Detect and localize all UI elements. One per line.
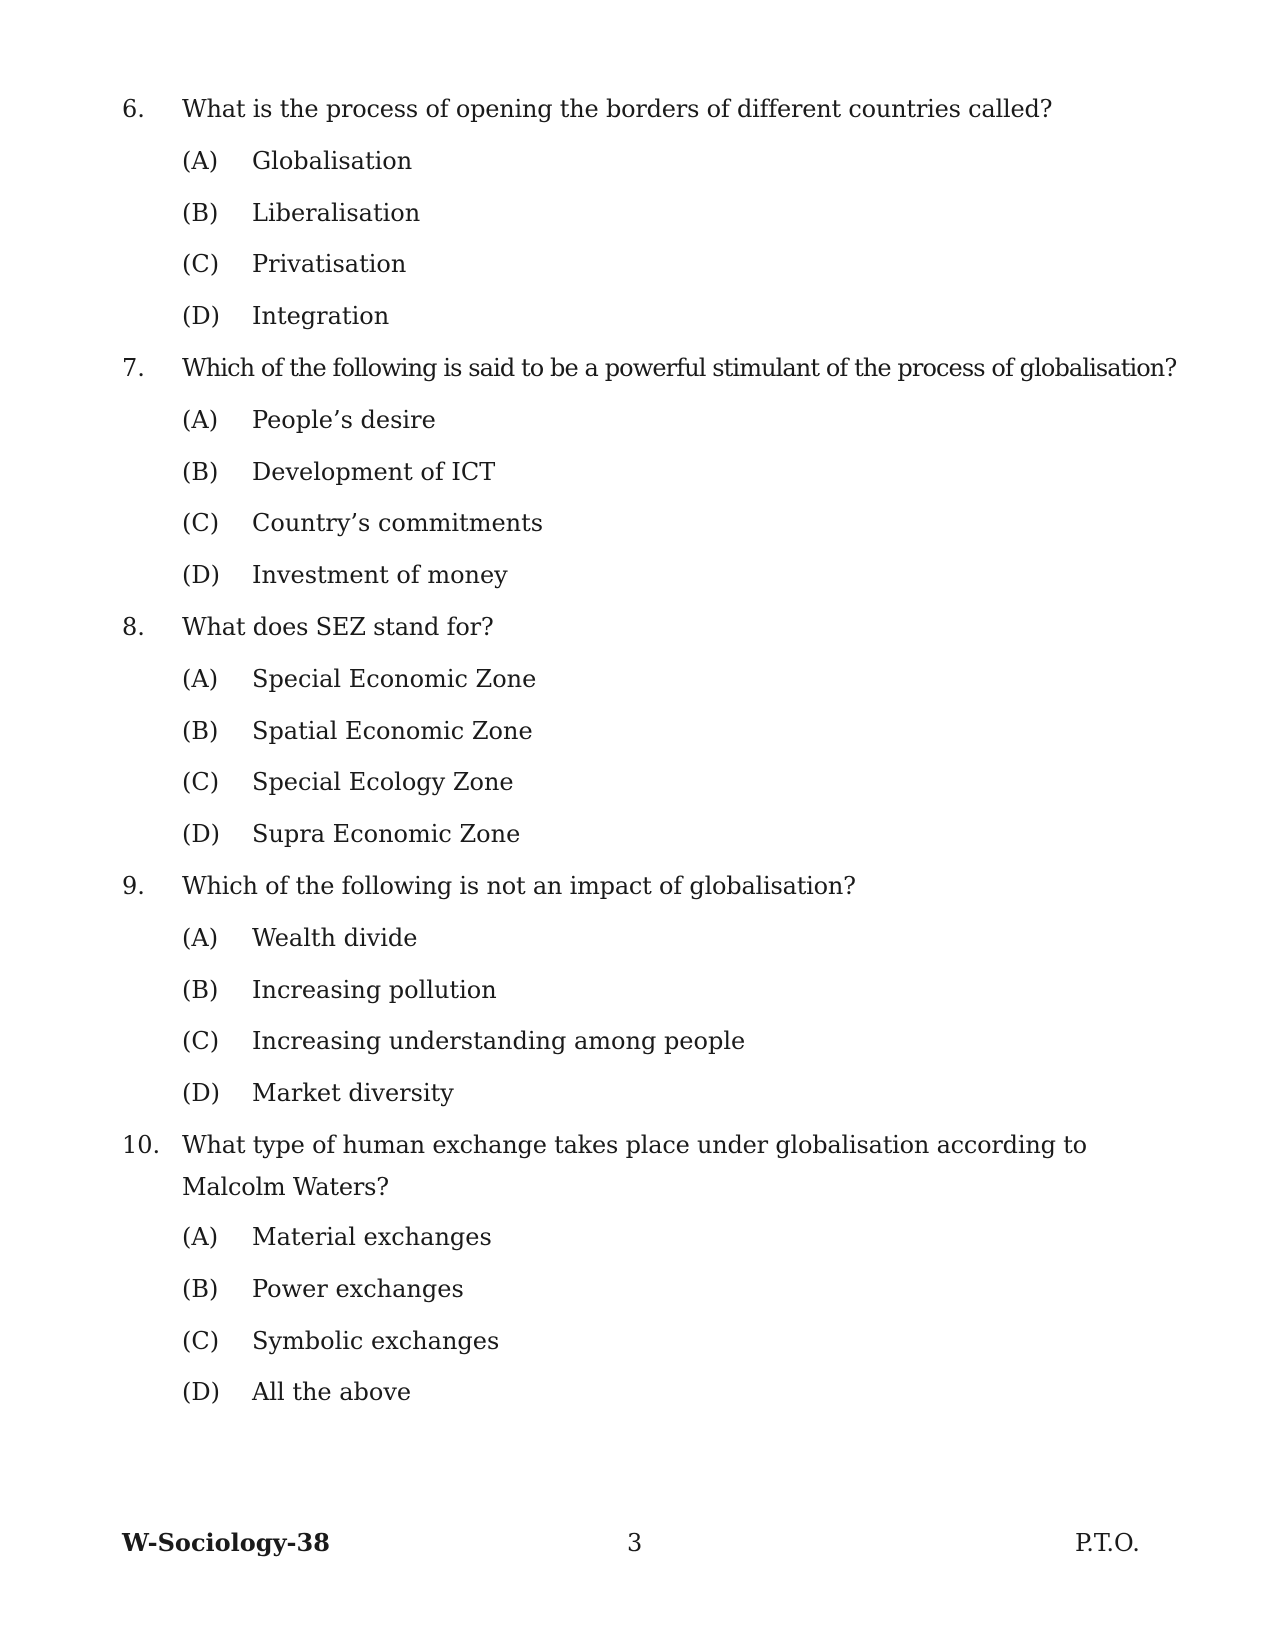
option-text: All the above — [252, 1378, 412, 1406]
question-text: What is the process of opening the borders of different countries called? — [182, 95, 1053, 123]
option-letter: (D) — [182, 1079, 220, 1107]
option-letter: (A) — [182, 147, 219, 175]
option-letter: (B) — [182, 717, 219, 745]
question-text: What type of human exchange takes place under globalisation according to Malcolm Waters? — [182, 1131, 1087, 1201]
option-text: Increasing pollution — [252, 976, 497, 1004]
option-text: Special Economic Zone — [252, 665, 537, 693]
option-letter: (C) — [182, 250, 220, 278]
question-text: Which of the following is not an impact of globalisation? — [182, 872, 856, 900]
option-text: Liberalisation — [252, 199, 421, 227]
option-text: Investment of money — [252, 561, 508, 589]
question-text: What does SEZ stand for? — [182, 613, 494, 641]
option-text: Globalisation — [252, 147, 413, 175]
option-letter: (A) — [182, 1223, 219, 1251]
option-letter: (B) — [182, 976, 219, 1004]
option-text: Privatisation — [252, 250, 407, 278]
option-text: Development of ICT — [252, 458, 496, 486]
question-number: 7. — [122, 354, 145, 382]
option-letter: (A) — [182, 924, 219, 952]
question-text: Which of the following is said to be a powerful stimulant of the process of globalisation? — [182, 354, 1177, 382]
question-number: 9. — [122, 872, 145, 900]
option-letter: (A) — [182, 406, 219, 434]
option-letter: (C) — [182, 1027, 220, 1055]
option-text: Spatial Economic Zone — [252, 717, 533, 745]
option-letter: (D) — [182, 1378, 220, 1406]
option-text: Market diversity — [252, 1079, 454, 1107]
option-text: Integration — [252, 302, 390, 330]
option-letter: (B) — [182, 1275, 219, 1303]
question-number: 10. — [122, 1131, 161, 1159]
option-letter: (B) — [182, 458, 219, 486]
option-text: Increasing understanding among people — [252, 1027, 746, 1055]
question-number: 8. — [122, 613, 145, 641]
option-letter: (A) — [182, 665, 219, 693]
option-text: Supra Economic Zone — [252, 820, 521, 848]
option-text: Material exchanges — [252, 1223, 492, 1251]
option-letter: (D) — [182, 820, 220, 848]
option-letter: (C) — [182, 768, 220, 796]
option-text: Power exchanges — [252, 1275, 464, 1303]
option-text: Wealth divide — [252, 924, 418, 952]
option-text: People’s desire — [252, 406, 436, 434]
option-text: Special Ecology Zone — [252, 768, 514, 796]
paper-code: W-Sociology-38 — [122, 1528, 330, 1557]
option-text: Symbolic exchanges — [252, 1327, 500, 1355]
option-letter: (C) — [182, 1327, 220, 1355]
option-letter: (D) — [182, 561, 220, 589]
page-number: 3 — [627, 1529, 643, 1557]
option-letter: (C) — [182, 509, 220, 537]
question-number: 6. — [122, 95, 145, 123]
option-letter: (B) — [182, 199, 219, 227]
option-text: Country’s commitments — [252, 509, 544, 537]
option-letter: (D) — [182, 302, 220, 330]
pto-label: P.T.O. — [1075, 1529, 1140, 1557]
